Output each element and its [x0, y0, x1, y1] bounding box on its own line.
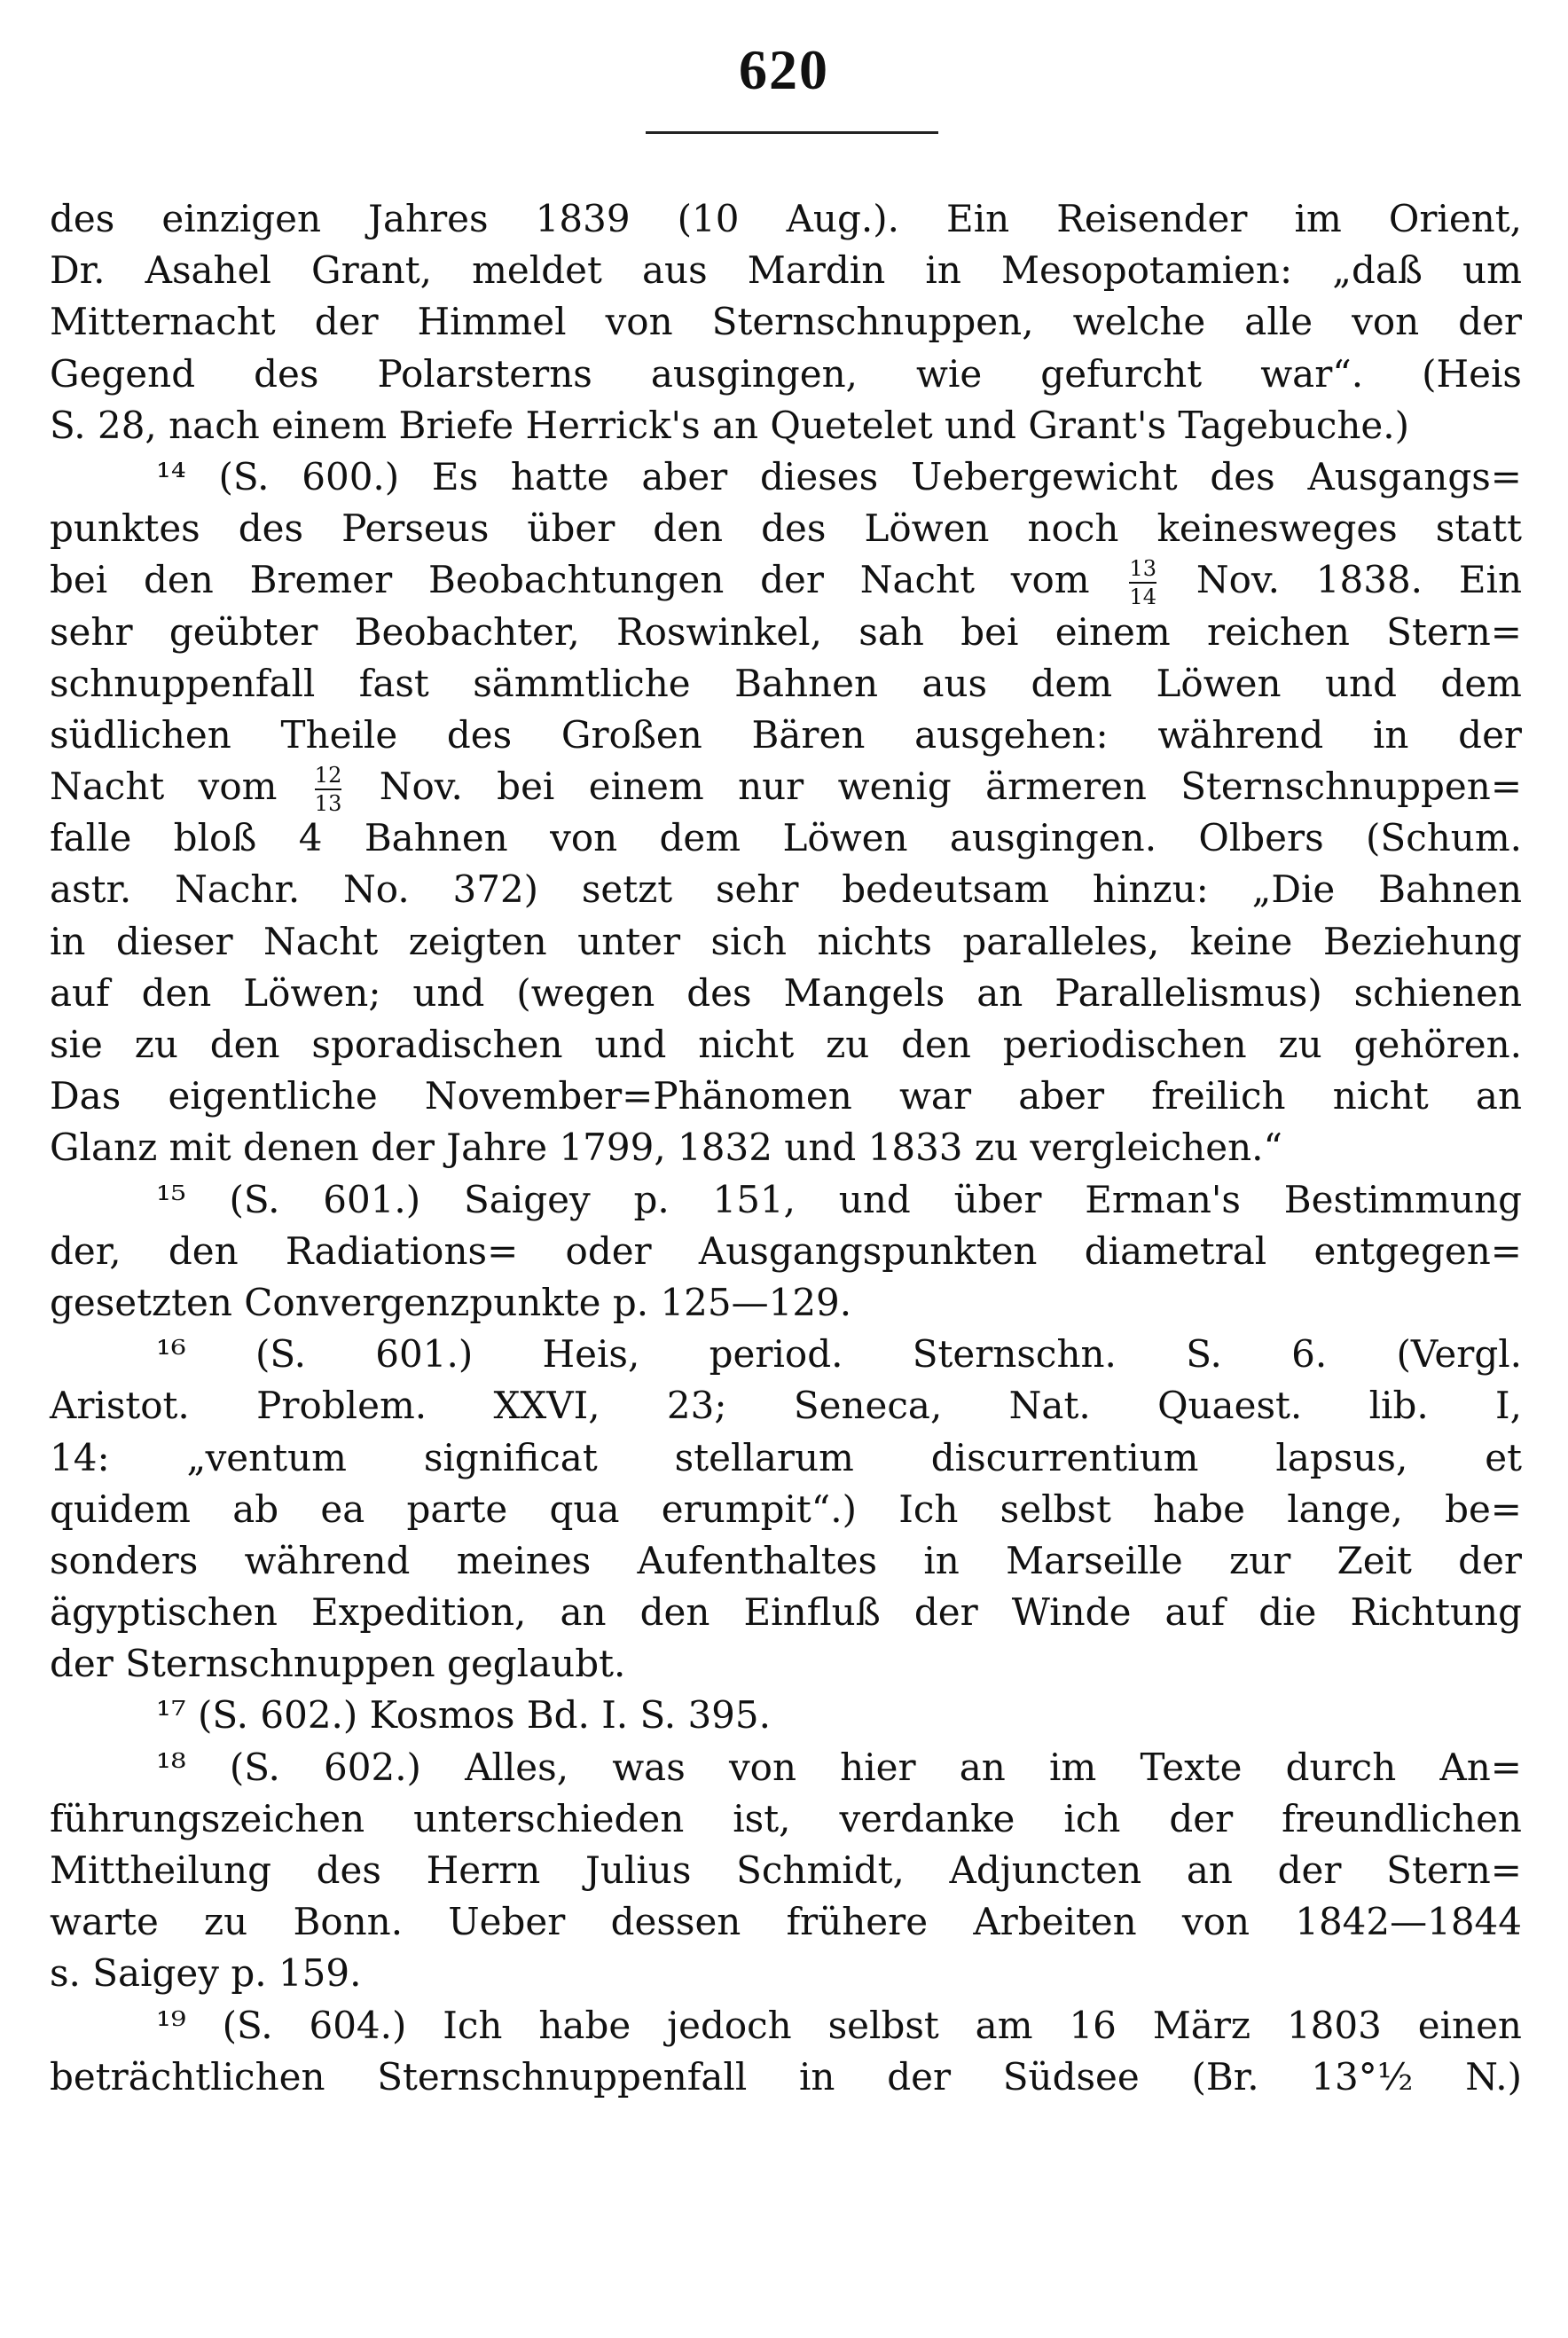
text-line: astr. Nachr. No. 372) setzt sehr bedeutsam hinzu: „Die Bahnen [50, 867, 1522, 912]
header-rule [646, 131, 938, 134]
text-line: punktes des Perseus über den des Löwen noch keinesweges statt [50, 506, 1522, 551]
text-line: S. 28, nach einem Briefe Herrick's an Quetelet und Grant's Tagebuche.) [50, 403, 1410, 447]
text-line: südlichen Theile des Großen Bären ausgehen: während in der [50, 712, 1522, 757]
text-line: quidem ab ea parte qua erumpit“.) Ich selbst habe lange, be= [50, 1487, 1522, 1531]
text-line: auf den Löwen; und (wegen des Mangels an Parallelismus) schienen [50, 970, 1522, 1015]
text-line: Das eigentliche November=Phänomen war aber freilich nicht an [50, 1074, 1522, 1118]
text-line: schnuppenfall fast sämmtliche Bahnen aus dem Löwen und dem [50, 661, 1522, 705]
text-line: in dieser Nacht zeigten unter sich nichts paralleles, keine Beziehung [50, 919, 1522, 963]
text-line: Aristot. Problem. XXVI, 23; Seneca, Nat. Quaest. lib. I, [50, 1384, 1522, 1428]
text-line: Dr. Asahel Grant, meldet aus Mardin in Mesopotamien: „daß um [50, 248, 1522, 293]
date-fraction [1129, 558, 1156, 608]
text-line: sie zu den sporadischen und nicht zu den periodischen zu gehören. [50, 1023, 1522, 1066]
text-line: ¹⁶ (S. 601.) Heis, period. Sternschn. S. 6. (Vergl. [156, 1332, 1522, 1377]
fraction-denominator: 14 [1129, 584, 1157, 610]
text-line-segment: Nov. bei einem nur wenig ärmeren Sternschnuppen= [345, 765, 1523, 809]
text-line: Glanz mit denen der Jahre 1799, 1832 und 1833 zu vergleichen.“ [50, 1126, 1282, 1170]
fraction-denominator: 13 [314, 791, 342, 817]
text-line [50, 554, 1522, 610]
text-line-segment: Nov. 1838. Ein [1160, 558, 1522, 602]
text-line: Gegend des Polarsterns ausgingen, wie gefurcht war“. (Heis [50, 351, 1522, 396]
page-number: 620 [739, 38, 829, 101]
text-line: ¹⁵ (S. 601.) Saigey p. 151, und über Erman's Bestimmung [156, 1177, 1522, 1221]
text-line: gesetzten Convergenzpunkte p. 125—129. [50, 1280, 852, 1324]
text-line: sonders während meines Aufenthaltes in Marseille zur Zeit der [50, 1538, 1522, 1582]
text-line: ¹⁴ (S. 600.) Es hatte aber dieses Uebergewicht des Ausgangs= [156, 454, 1522, 498]
text-line: 14: „ventum significat stellarum discurrentium lapsus, et [50, 1435, 1522, 1479]
text-line: ¹⁹ (S. 604.) Ich habe jedoch selbst am 16 März 1803 einen [156, 2003, 1522, 2047]
text-line: der, den Radiations= oder Ausgangspunkten diametral entgegen= [50, 1228, 1522, 1273]
text-line: ¹⁸ (S. 602.) Alles, was von hier an im Texte durch An= [156, 1745, 1522, 1789]
fraction-numerator: 13 [1129, 556, 1157, 582]
fraction-bar [1129, 582, 1156, 584]
text-line: des einzigen Jahres 1839 (10 Aug.). Ein Reisender im Orient, [50, 197, 1522, 240]
text-line: Mitternacht der Himmel von Sternschnuppen, welche alle von der [50, 300, 1522, 344]
text-line-segment: bei den Bremer Beobachtungen der Nacht vom [50, 558, 1126, 602]
text-line: sehr geübter Beobachter, Roswinkel, sah bei einem reichen Stern= [50, 609, 1522, 654]
text-line: Mittheilung des Herrn Julius Schmidt, Adjuncten an der Stern= [50, 1848, 1522, 1892]
text-line: der Sternschnuppen geglaubt. [50, 1642, 626, 1686]
text-line: ägyptischen Expedition, an den Einfluß der Winde auf die Richtung [50, 1590, 1522, 1635]
body-text [50, 193, 1522, 2103]
date-fraction [314, 763, 342, 817]
text-line: falle bloß 4 Bahnen von dem Löwen ausgingen. Olbers (Schum. [50, 816, 1522, 860]
fraction-numerator: 12 [314, 763, 342, 788]
text-line: führungszeichen unterschieden ist, verdanke ich der freundlichen [50, 1796, 1522, 1840]
text-line: s. Saigey p. 159. [50, 1951, 362, 1996]
text-line [50, 761, 1523, 817]
text-line-segment: Nacht vom [50, 765, 311, 809]
fraction-bar [315, 788, 342, 790]
text-line: warte zu Bonn. Ueber dessen frühere Arbeiten von 1842—1844 [50, 1900, 1522, 1944]
text-line: ¹⁷ (S. 602.) Kosmos Bd. I. S. 395. [156, 1693, 771, 1738]
text-line: beträchtlichen Sternschnuppenfall in der Südsee (Br. 13°½ N.) [50, 2054, 1522, 2099]
